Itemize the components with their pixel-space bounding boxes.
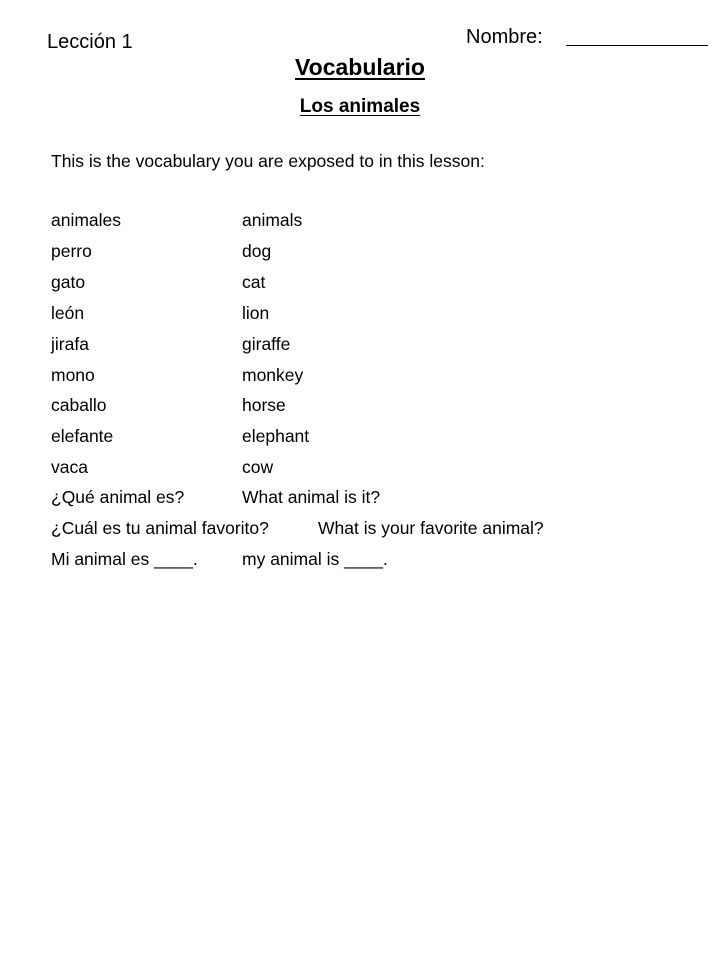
intro-text: This is the vocabulary you are exposed to in this lesson:: [51, 151, 485, 171]
page-title: Vocabulario: [295, 54, 425, 80]
spanish-term: mono: [51, 365, 95, 385]
spanish-term: Mi animal es ____.: [51, 549, 198, 569]
english-term: animals: [242, 210, 303, 230]
english-term: What animal is it?: [242, 487, 381, 507]
spanish-term: ¿Cuál es tu animal favorito?: [51, 518, 269, 538]
page-subtitle: Los animales: [299, 96, 421, 117]
spanish-term: león: [51, 303, 85, 323]
spanish-term: elefante: [51, 426, 114, 446]
english-term: elephant: [242, 426, 310, 446]
lesson-number: Lección 1: [47, 31, 133, 53]
english-term: cow: [242, 457, 274, 477]
english-term: giraffe: [242, 334, 291, 354]
english-term: What is your favorite animal?: [318, 518, 544, 538]
english-term: monkey: [242, 365, 304, 385]
spanish-term: vaca: [51, 457, 88, 477]
english-term: my animal is ____.: [242, 549, 388, 569]
spanish-term: gato: [51, 272, 86, 292]
spanish-term: jirafa: [51, 334, 89, 354]
english-term: cat: [242, 272, 266, 292]
spanish-term: ¿Qué animal es?: [51, 487, 185, 507]
english-term: dog: [242, 241, 272, 261]
name-label: Nombre:: [466, 26, 543, 48]
english-term: lion: [242, 303, 270, 323]
spanish-term: animales: [51, 210, 122, 230]
spanish-term: caballo: [51, 395, 107, 415]
english-term: horse: [242, 395, 286, 415]
name-blank-line[interactable]: [566, 45, 708, 46]
spanish-term: perro: [51, 241, 92, 261]
